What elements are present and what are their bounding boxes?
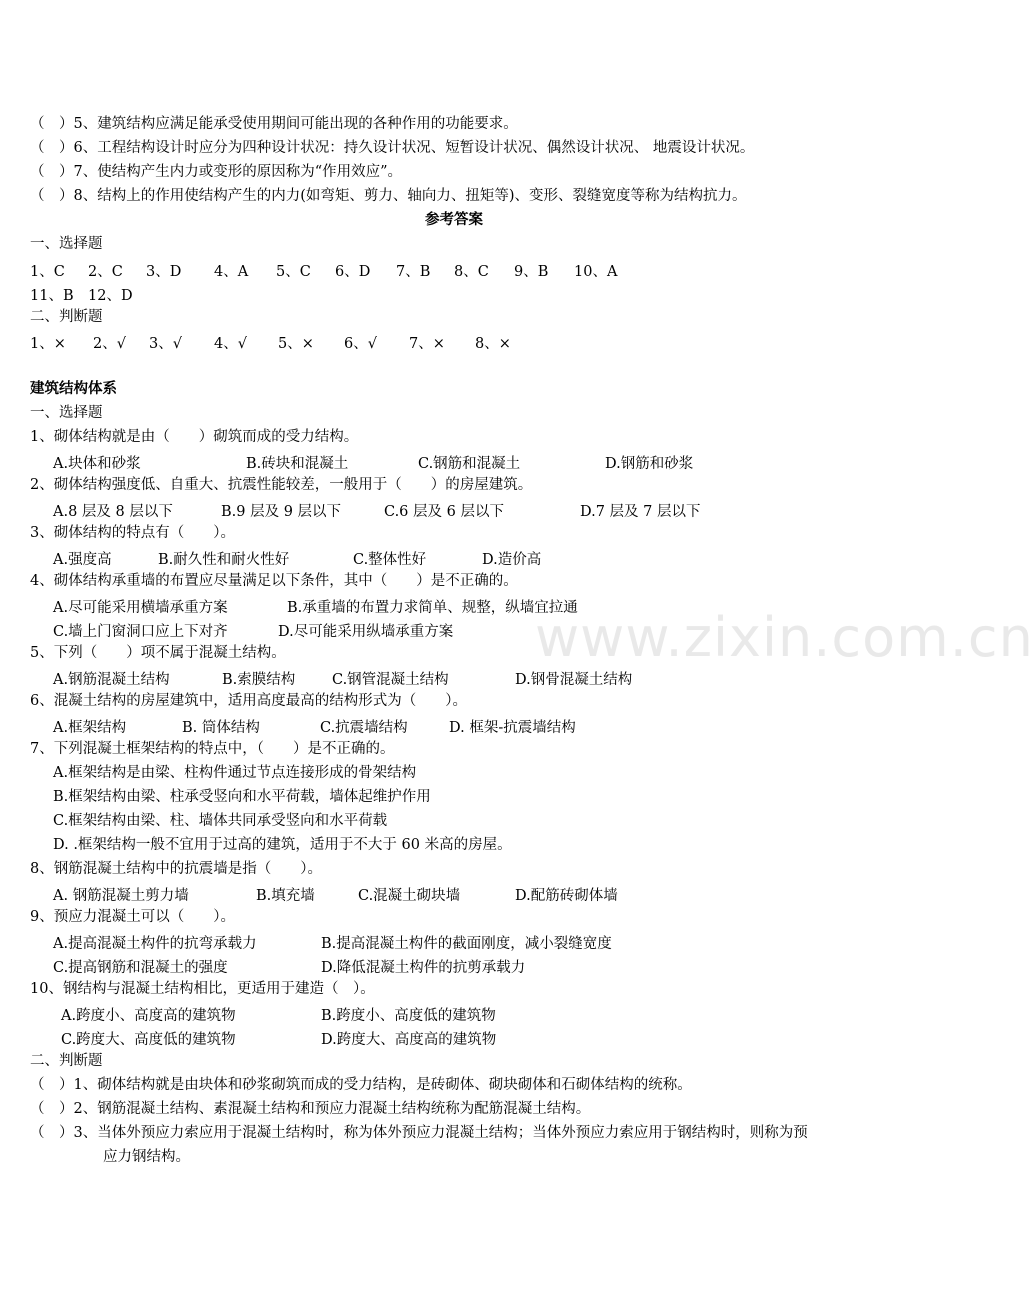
section-title: 建筑结构体系: [30, 380, 117, 397]
question-4-option-b: B.承重墙的布置力求简单、规整，纵墙宜拉通: [287, 600, 578, 616]
question-8-stem: 8、钢筋混凝土结构中的抗震墙是指（ ）。: [30, 861, 322, 877]
question-10-option-a: A.跨度小、高度高的建筑物: [61, 1008, 236, 1024]
answer-judge-4: 4、√: [214, 336, 247, 352]
question-8-option-d: D.配筋砖砌体墙: [515, 888, 618, 904]
answers-choice-heading: 一、选择题: [30, 236, 103, 252]
question-8-option-b: B.填充墙: [256, 888, 315, 904]
question-3-option-d: D.造价高: [482, 552, 542, 568]
question-1-option-d: D.钢筋和砂浆: [605, 456, 694, 472]
section-judgment-3-continued: 应力钢结构。: [103, 1149, 190, 1165]
question-1-option-b: B.砖块和混凝土: [246, 456, 349, 472]
answer-choice-2: 2、C: [88, 264, 123, 280]
judgment-6: （ ）6、工程结构设计时应分为四种设计状况：持久设计状况、短暂设计状况、偶然设计状况、 地震设计状况。: [30, 140, 755, 156]
question-2-option-c: C.6 层及 6 层以下: [384, 504, 504, 520]
question-4-option-d: D.尽可能采用纵墙承重方案: [278, 624, 454, 640]
section-judgment-2: （ ）2、钢筋混凝土结构、素混凝土结构和预应力混凝土结构统称为配筋混凝土结构。: [30, 1101, 591, 1117]
section-judgment-3: （ ）3、当体外预应力索应用于混凝土结构时，称为体外预应力混凝土结构；当体外预应力索应用于钢结构时，则称为预: [30, 1125, 808, 1141]
question-5-option-a: A.钢筋混凝土结构: [53, 672, 170, 688]
question-5-option-b: B.索膜结构: [222, 672, 296, 688]
answer-judge-1: 1、×: [30, 336, 66, 352]
judgment-7: （ ）7、使结构产生内力或变形的原因称为“作用效应”。: [30, 164, 403, 180]
question-7-stem: 7、下列混凝土框架结构的特点中，（ ）是不正确的。: [30, 741, 395, 757]
section-judgment-1: （ ）1、砌体结构就是由块体和砂浆砌筑而成的受力结构，是砖砌体、砌块砌体和石砌体结构的统称。: [30, 1077, 692, 1093]
question-10-option-d: D.跨度大、高度高的建筑物: [321, 1032, 497, 1048]
question-6-stem: 6、混凝土结构的房屋建筑中，适用高度最高的结构形式为（ ）。: [30, 693, 467, 709]
question-6-option-a: A.框架结构: [53, 720, 127, 736]
question-3-stem: 3、砌体结构的特点有（ ）。: [30, 525, 235, 541]
question-9-option-a: A.提高混凝土构件的抗弯承载力: [53, 936, 257, 952]
answer-judge-2: 2、√: [93, 336, 126, 352]
answers-judge-heading: 二、判断题: [30, 309, 103, 325]
question-8-option-a: A. 钢筋混凝土剪力墙: [53, 888, 189, 904]
question-9-option-b: B.提高混凝土构件的截面刚度，减小裂缝宽度: [321, 936, 612, 952]
answer-choice-12: 12、D: [88, 288, 133, 304]
question-1-option-c: C.钢筋和混凝土: [418, 456, 521, 472]
answer-choice-9: 9、B: [514, 264, 549, 280]
question-9-stem: 9、预应力混凝土可以（ ）。: [30, 909, 235, 925]
answer-judge-3: 3、√: [149, 336, 182, 352]
question-10-option-c: C.跨度大、高度低的建筑物: [61, 1032, 236, 1048]
question-4-option-c: C.墙上门窗洞口应上下对齐: [53, 624, 228, 640]
answer-choice-7: 7、B: [396, 264, 431, 280]
question-8-option-c: C.混凝土砌块墙: [358, 888, 461, 904]
question-7-option-a: A.框架结构是由梁、柱构件通过节点连接形成的骨架结构: [53, 765, 417, 781]
answer-judge-6: 6、√: [344, 336, 377, 352]
answer-judge-5: 5、×: [278, 336, 314, 352]
judgment-8: （ ）8、结构上的作用使结构产生的内力(如弯矩、剪力、轴向力、扭矩等)、变形、裂缝宽度等称为结构抗力。: [30, 188, 747, 204]
question-10-option-b: B.跨度小、高度低的建筑物: [321, 1008, 496, 1024]
answer-choice-3: 3、D: [146, 264, 182, 280]
answer-choice-6: 6、D: [335, 264, 371, 280]
question-5-option-c: C.钢管混凝土结构: [332, 672, 449, 688]
question-6-option-b: B. 筒体结构: [182, 720, 260, 736]
answer-judge-7: 7、×: [409, 336, 445, 352]
question-1-stem: 1、砌体结构就是由（ ）砌筑而成的受力结构。: [30, 429, 359, 445]
section-choice-heading: 一、选择题: [30, 405, 103, 421]
question-6-option-d: D. 框架-抗震墙结构: [449, 720, 576, 736]
answer-choice-10: 10、A: [574, 264, 618, 280]
answer-choice-4: 4、A: [214, 264, 249, 280]
question-7-option-c: C.框架结构由梁、柱、墙体共同承受竖向和水平荷载: [53, 813, 388, 829]
question-3-option-c: C.整体性好: [353, 552, 427, 568]
question-5-option-d: D.钢骨混凝土结构: [515, 672, 633, 688]
judgment-5: （ ）5、建筑结构应满足能承受使用期间可能出现的各种作用的功能要求。: [30, 116, 518, 132]
answer-choice-8: 8、C: [454, 264, 489, 280]
question-7-option-d: D. .框架结构一般不宜用于过高的建筑，适用于不大于 60 米高的房屋。: [53, 837, 512, 853]
answer-choice-11: 11、B: [30, 288, 74, 304]
question-7-option-b: B.框架结构由梁、柱承受竖向和水平荷载，墙体起维护作用: [53, 789, 431, 805]
question-9-option-d: D.降低混凝土构件的抗剪承载力: [321, 960, 526, 976]
answers-title: 参考答案: [425, 211, 483, 228]
question-5-stem: 5、下列（ ）项不属于混凝土结构。: [30, 645, 286, 661]
watermark: www.zixin.com.cn: [535, 606, 1034, 669]
answer-choice-1: 1、C: [30, 264, 65, 280]
question-2-stem: 2、砌体结构强度低、自重大、抗震性能较差，一般用于（ ）的房屋建筑。: [30, 477, 533, 493]
answer-choice-5: 5、C: [276, 264, 311, 280]
question-3-option-b: B.耐久性和耐火性好: [158, 552, 290, 568]
question-2-option-b: B.9 层及 9 层以下: [221, 504, 342, 520]
question-4-stem: 4、砌体结构承重墙的布置应尽量满足以下条件，其中（ ）是不正确的。: [30, 573, 518, 589]
question-3-option-a: A.强度高: [53, 552, 112, 568]
question-2-option-d: D.7 层及 7 层以下: [580, 504, 701, 520]
answer-judge-8: 8、×: [475, 336, 511, 352]
section-judge-heading: 二、判断题: [30, 1053, 103, 1069]
question-4-option-a: A.尽可能采用横墙承重方案: [53, 600, 228, 616]
question-2-option-a: A.8 层及 8 层以下: [53, 504, 173, 520]
question-6-option-c: C.抗震墙结构: [320, 720, 408, 736]
question-1-option-a: A.块体和砂浆: [53, 456, 141, 472]
question-9-option-c: C.提高钢筋和混凝土的强度: [53, 960, 228, 976]
question-10-stem: 10、钢结构与混凝土结构相比，更适用于建造（ ）。: [30, 981, 375, 997]
